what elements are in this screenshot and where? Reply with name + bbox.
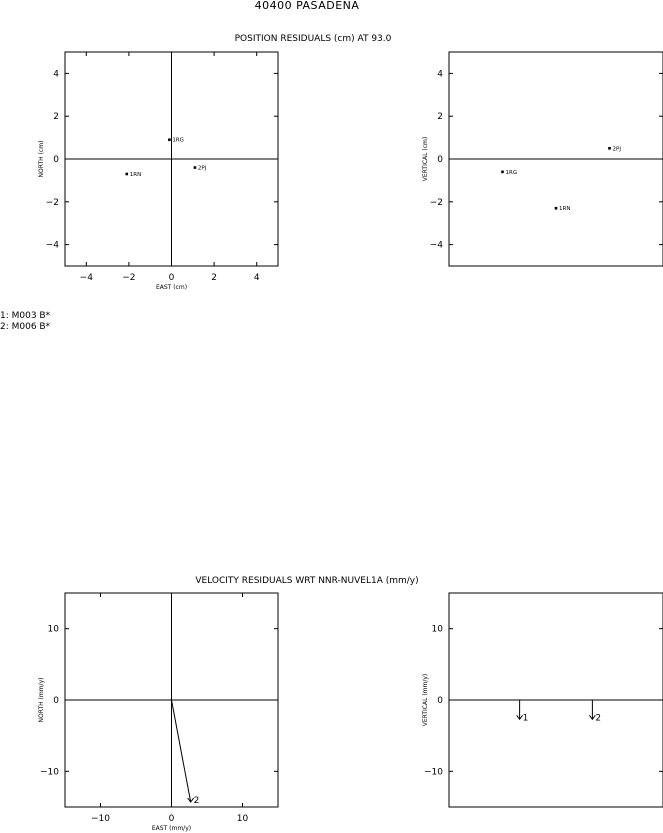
- station-legend: [0, 311, 51, 332]
- y-tick-label: −10: [424, 767, 443, 778]
- y-tick-label: 4: [437, 69, 443, 80]
- y-tick-label: −4: [429, 240, 443, 251]
- chart-title: POSITION RESIDUALS (cm) AT 93.0: [234, 34, 392, 44]
- legend-entry-2: 2: M006 B*: [0, 322, 51, 332]
- point-label: 1RG: [505, 169, 518, 176]
- y-tick-label: 4: [53, 69, 59, 80]
- point-label: 1RN: [129, 171, 142, 178]
- y-axis-label: VERTICAL (cm): [422, 136, 429, 182]
- y-tick-label: 0: [53, 696, 59, 706]
- chart-panel-3: [38, 576, 419, 832]
- x-tick-label: 0: [168, 273, 175, 283]
- vector-label: 2: [595, 713, 602, 724]
- x-tick-label: 10: [236, 814, 249, 824]
- y-tick-label: 10: [431, 624, 443, 635]
- y-tick-label: 10: [47, 624, 59, 635]
- point-label: 1RG: [172, 137, 184, 144]
- chart-panel-4: [422, 593, 663, 807]
- x-tick-label: 4: [253, 273, 260, 283]
- y-tick-label: 2: [53, 112, 59, 123]
- y-tick-label: −2: [45, 197, 59, 208]
- x-tick-label: −2: [122, 273, 136, 283]
- chart-title: VELOCITY RESIDUALS WRT NNR-NUVEL1A (mm/y): [195, 576, 419, 586]
- y-axis-label: NORTH (mm/y): [38, 677, 45, 723]
- y-tick-label: 0: [53, 155, 59, 165]
- data-point: [194, 166, 197, 169]
- data-point: [555, 207, 558, 210]
- x-tick-label: −10: [91, 814, 110, 824]
- point-label: 2PJ: [197, 165, 207, 172]
- y-tick-label: 0: [437, 696, 443, 706]
- y-axis-label: VERTICAL (mm/y): [422, 673, 429, 727]
- y-axis-label: NORTH (cm): [38, 140, 45, 178]
- vector-label: 1: [522, 713, 529, 724]
- y-tick-label: 0: [437, 155, 443, 165]
- data-point: [168, 138, 171, 141]
- x-axis-label: EAST (mm/y): [151, 825, 192, 832]
- chart-panel-1: [38, 34, 392, 291]
- point-label: 1RN: [559, 206, 571, 213]
- y-tick-label: −4: [45, 240, 59, 251]
- point-label: 2PJ: [612, 146, 621, 153]
- vector-label: 2: [193, 796, 200, 807]
- data-point: [608, 147, 611, 150]
- y-tick-label: −10: [40, 767, 59, 778]
- y-tick-label: −2: [429, 197, 443, 208]
- data-point: [125, 173, 128, 176]
- x-tick-label: 2: [211, 273, 217, 283]
- y-tick-label: 2: [437, 112, 443, 123]
- legend-entry-1: 1: M003 B*: [0, 311, 51, 321]
- data-point: [501, 171, 504, 174]
- x-tick-label: −4: [79, 273, 93, 283]
- x-axis-label: EAST (cm): [155, 284, 188, 291]
- page-title: 40400 PASADENA: [254, 0, 360, 12]
- x-tick-label: 0: [168, 814, 175, 824]
- charts-group: [38, 34, 663, 832]
- chart-panel-2: [422, 52, 663, 266]
- velocity-vector: [172, 700, 191, 802]
